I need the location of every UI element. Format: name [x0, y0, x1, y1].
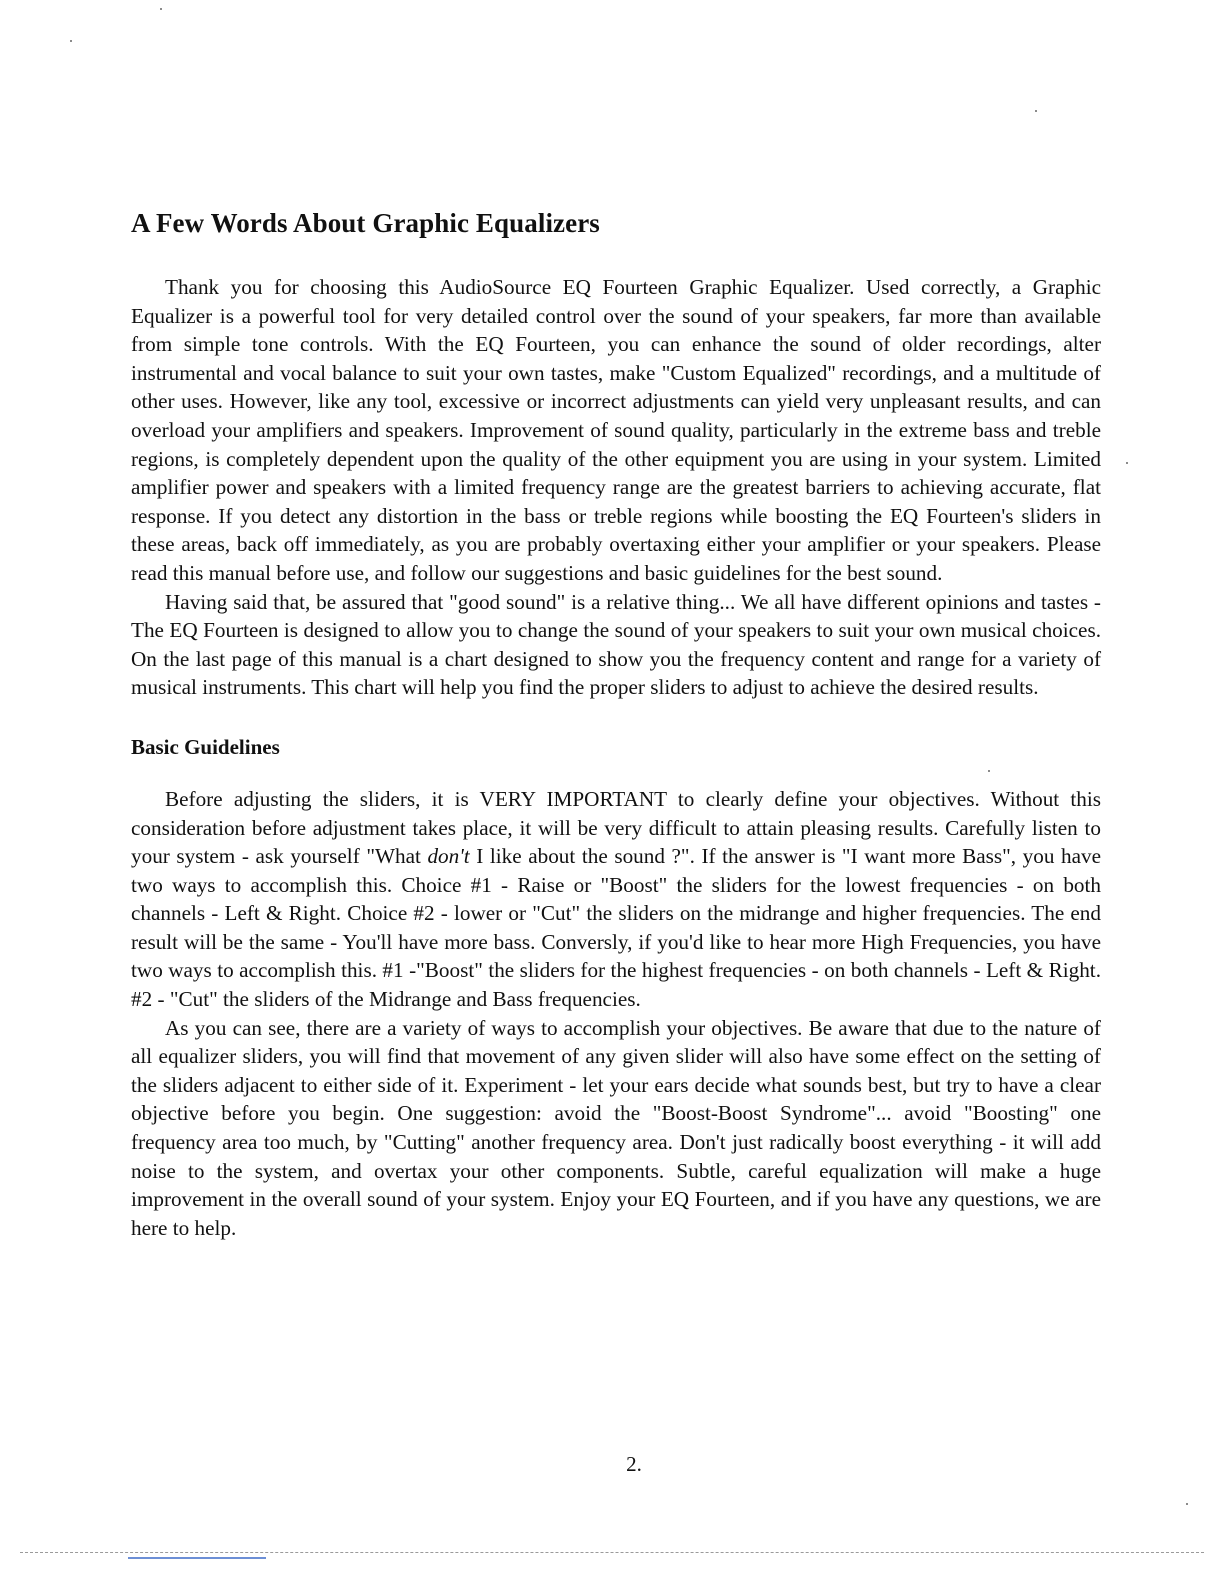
- guidelines-paragraph: [131, 785, 1101, 1014]
- page-title: A Few Words About Graphic Equalizers: [131, 208, 600, 238]
- intro-paragraph: Thank you for choosing this AudioSource EQ Fourteen Graphic Equalizer. Used correctly, a Graphic Equalizer is a powerful tool for very detailed control over the sound of your speakers, far more than available from simple tone controls. With the EQ Fourteen, you can enhance the sound of older recordings, alter instrumental and vocal balance to suit your own tastes, make "Custom Equalized" recordings, and a multitude of other uses. However, like any tool, excessive or incorrect adjustments can yield very unpleasant results, and can overload your amplifiers and speakers. Improvement of sound quality, particularly in the extreme bass and treble regions, is completely dependent upon the quality of the other equipment you are using in your system. Limited amplifier power and speakers with a limited frequency range are the greatest barriers to achieving accurate, flat response. If you detect any distortion in the bass or treble regions while boosting the EQ Fourteen's sliders in these areas, back off immediately, as you are probably overtaxing either your amplifier or your speakers. Please read this manual before use, and follow our suggestions and basic guidelines for the best sound.: [131, 275, 1101, 585]
- scan-edge-mark: [128, 1557, 266, 1559]
- page-number: 2.: [626, 1452, 642, 1476]
- scan-speck: [1186, 1503, 1188, 1505]
- scan-speck: [70, 40, 72, 42]
- scan-speck: [160, 8, 162, 10]
- guidelines-text-before: Before adjusting the sliders, it is VERY IMPORTANT to clearly define your objectives. Without this consideration before adjustment takes place, it will be very difficult to attain pleasing results. Carefully listen to your system - ask yourself "What: [131, 786, 1101, 869]
- guidelines-text-after: I like about the sound ?". If the answer is "I want more Bass", you have two ways to accomplish this. Choice #1 - Raise or "Boost" the sliders for the lowest frequencies - on both channels - Left & Right. Choice #2 - lower or "Cut" the sliders on the midrange and higher frequencies. The end result will be the same - You'll have more bass. Conversly, if you'd like to hear more High Frequencies, you have two ways to accomplish this. #1 -"Boost" the sliders for the highest frequencies - on both channels - Left & Right. #2 - "Cut" the sliders of the Midrange and Bass frequencies.: [131, 844, 1101, 1012]
- guidelines-paragraph: As you can see, there are a variety of ways to accomplish your objectives. Be aware that due to the nature of all equalizer sliders, you will find that movement of any given slider will also have some effect on the setting of the sliders adjacent to either side of it. Experiment - let your ears decide what sounds best, but try to have a clear objective before you begin. One suggestion: avoid the "Boost-Boost Syndrome"... avoid "Boosting" one frequency area too much, by "Cutting" another frequency area. Don't just radically boost everything - it will add noise to the system, and overtax your other components. Subtle, careful equalization will make a huge improvement in the overall sound of your system. Enjoy your EQ Fourteen, and if you have any questions, we are here to help.: [131, 1015, 1101, 1240]
- intro-paragraph: Having said that, be assured that "good sound" is a relative thing... We all have different opinions and tastes - The EQ Fourteen is designed to allow you to change the sound of your speakers to suit your own musical choices. On the last page of this manual is a chart designed to show you the frequency content and range for a variety of musical instruments. This chart will help you find the proper sliders to adjust to achieve the desired results.: [131, 589, 1101, 700]
- scan-speck: [1126, 462, 1128, 464]
- scan-edge-line: [20, 1552, 1204, 1553]
- article-body: [131, 208, 1101, 1242]
- guidelines-emphasis: don't: [427, 844, 470, 869]
- section-heading: Basic Guidelines: [131, 734, 280, 759]
- scan-speck: [1035, 110, 1037, 112]
